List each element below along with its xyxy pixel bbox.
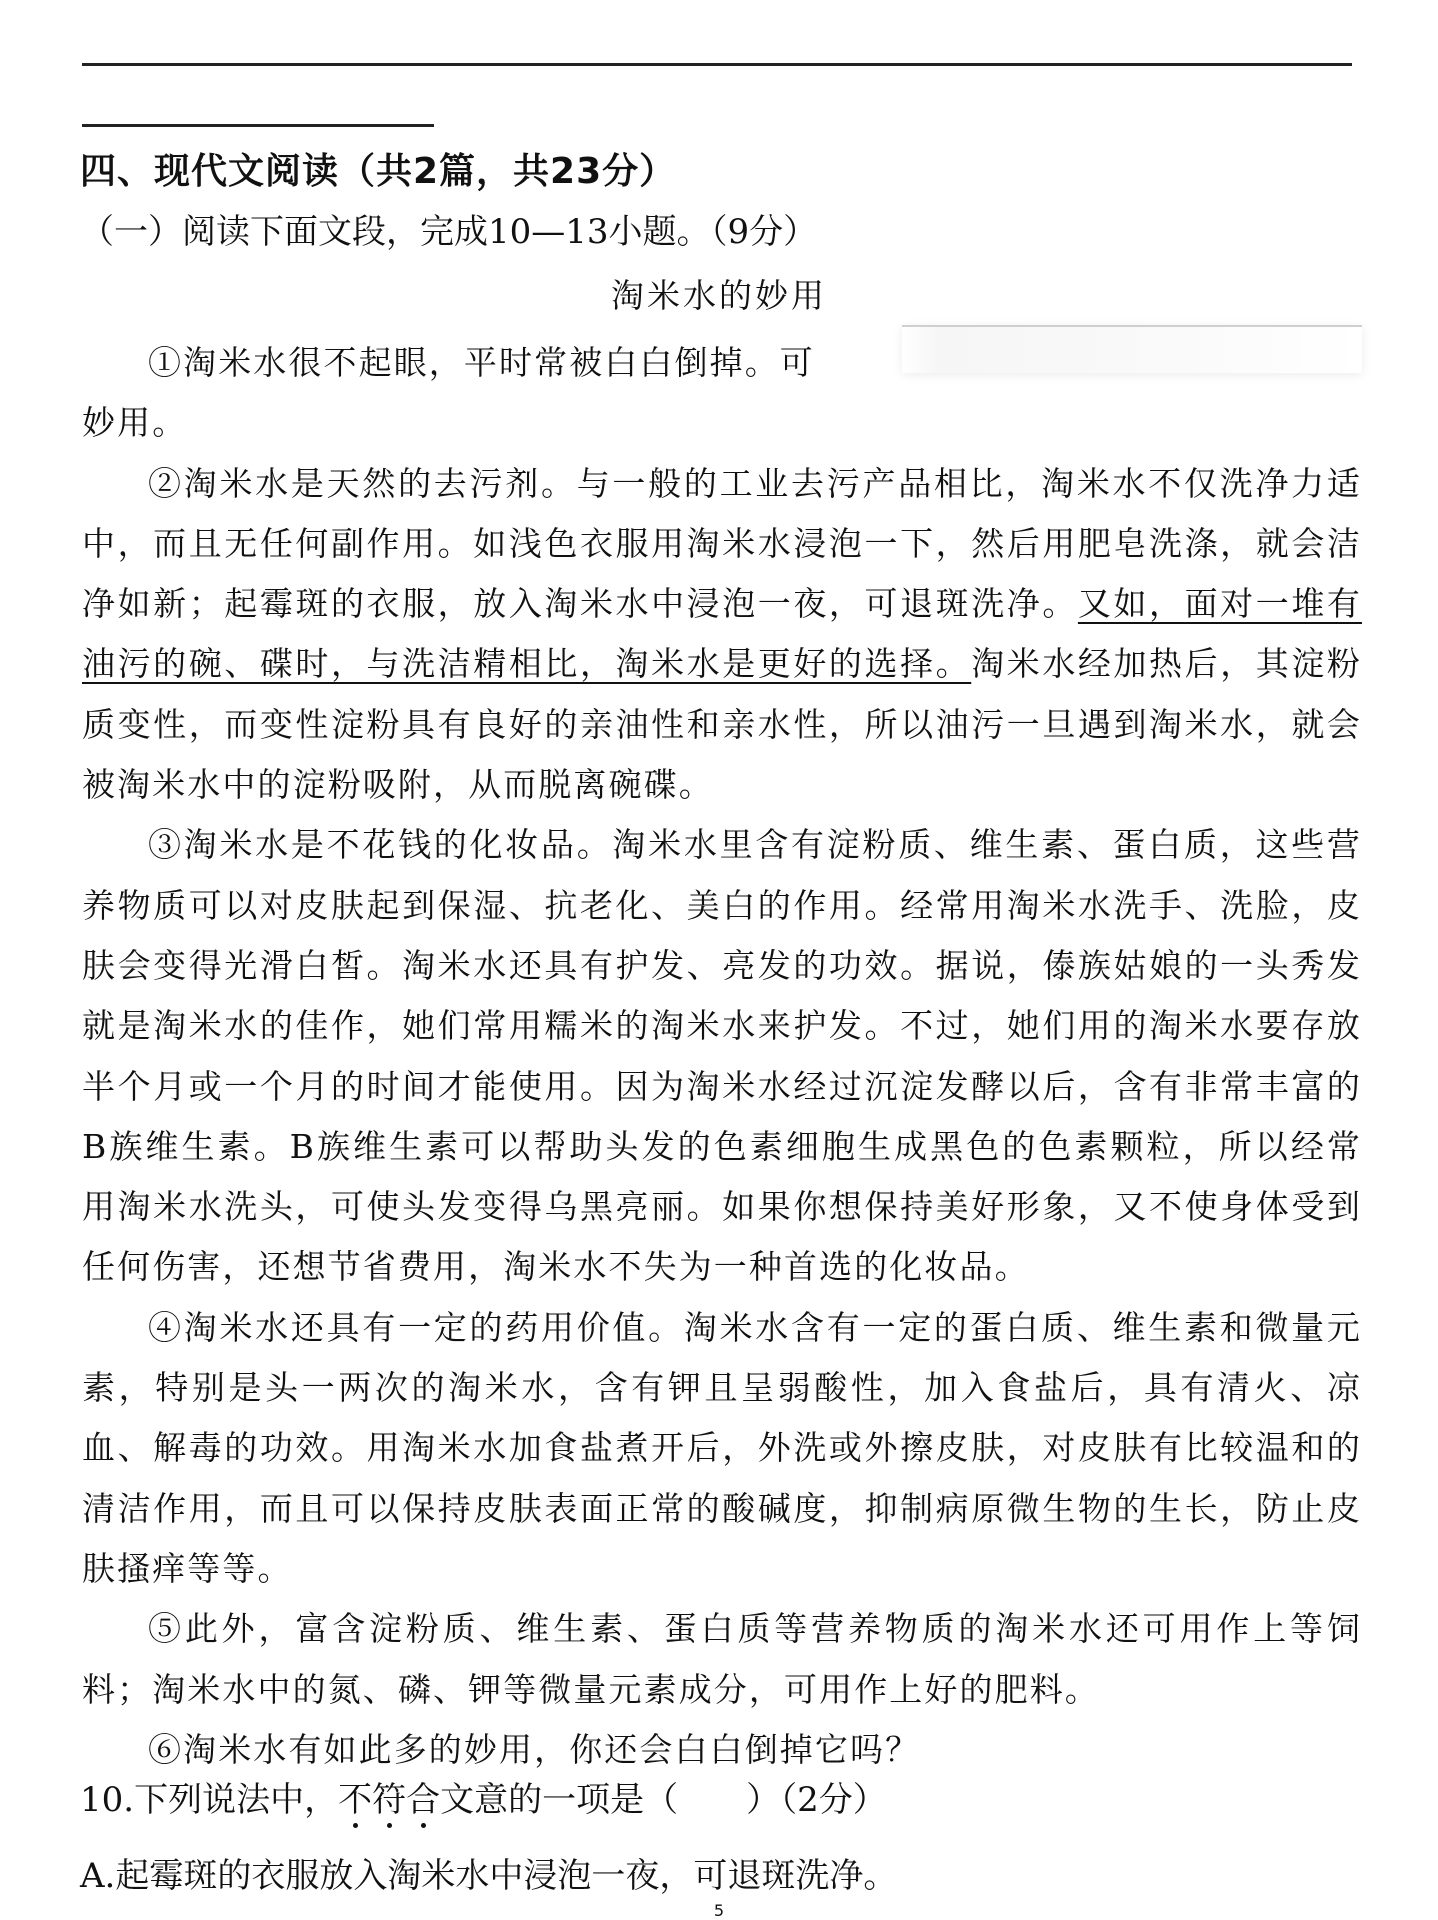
question-10 bbox=[80, 1776, 887, 1824]
paragraph-1-text: ①淘米水很不起眼，平时常被白白倒掉。可 bbox=[148, 343, 815, 382]
paragraph-1 bbox=[82, 333, 1362, 393]
answer-line-short bbox=[82, 124, 434, 127]
paragraph-2 bbox=[82, 454, 1362, 816]
paragraph-5: ⑤此外，富含淀粉质、维生素、蛋白质等营养物质的淘米水还可用作上等饲料；淘米水中的氮、磷、钾等微量元素成分，可用作上好的肥料。 bbox=[82, 1609, 1362, 1709]
answer-line bbox=[82, 63, 1352, 66]
question-10-prefix: 10.下列说法中， bbox=[80, 1780, 339, 1820]
underlined-sentence: 又如，面对一堆有油污的碗、碟时，与洗洁精相比，淘米水是更好的选择。 bbox=[82, 584, 1362, 684]
article-body bbox=[82, 333, 1362, 1780]
paragraph-1-tail: 妙用。 bbox=[82, 403, 188, 443]
reading-instruction: （一）阅读下面文段，完成10—13小题。（9分） bbox=[80, 212, 818, 252]
paragraph-2-text-b: 淘米水经加热后，其淀粉质变性，而变性淀粉具有良好的亲油性和亲水性，所以油污一旦遇到淘米水，就会被淘米水中的淀粉吸附，从而脱离碗碟。 bbox=[82, 644, 1363, 805]
article-title: 淘米水的妙用 bbox=[611, 276, 827, 315]
paragraph-2-text-a: ②淘米水是天然的去污剂。与一般的工业去污产品相比，淘米水不仅洗净力适中，而且无任何副作用。如浅色衣服用淘米水浸泡一下，然后用肥皂洗涤，就会洁净如新；起霉斑的衣服，放入淘米水中浸泡一夜，可退斑洗净。 bbox=[82, 463, 1362, 624]
page-number: 5 bbox=[713, 1901, 725, 1920]
emphasis-char: 合 bbox=[406, 1780, 441, 1820]
question-10-suffix: 文意的一项是（ ）（2分） bbox=[440, 1780, 887, 1820]
option-a: A.起霉斑的衣服放入淘米水中浸泡一夜，可退斑洗净。 bbox=[80, 1856, 898, 1896]
photo-glare bbox=[902, 325, 1362, 373]
emphasis-char: 不 bbox=[338, 1780, 373, 1820]
paragraph-3: ③淘米水是不花钱的化妆品。淘米水里含有淀粉质、维生素、蛋白质，这些营养物质可以对皮肤起到保湿、抗老化、美白的作用。经常用淘米水洗手、洗脸，皮肤会变得光滑白皙。淘米水还具有护发、亮发的功效。据说，傣族姑娘的一头秀发就是淘米水的佳作，她们常用糯米的淘米水来护发。不过，她们用的淘米水要存放半个月或一个月的时间才能使用。因为淘米水经过沉淀发酵以后，含有非常丰富的B族维生素。B族维生素可以帮助头发的色素细胞生成黑色的色素颗粒，所以经常用淘米水洗头，可使头发变得乌黑亮丽。如果你想保持美好形象，又不使身体受到任何伤害，还想节省费用，淘米水不失为一种首选的化妆品。 bbox=[82, 825, 1362, 1287]
paragraph-6: ⑥淘米水有如此多的妙用，你还会白白倒掉它吗？ bbox=[148, 1729, 921, 1769]
paragraph-4: ④淘米水还具有一定的药用价值。淘米水含有一定的蛋白质、维生素和微量元素，特别是头一两次的淘米水，含有钾且呈弱酸性，加入食盐后，具有清火、凉血、解毒的功效。用淘米水加食盐煮开后，外洗或外擦皮肤，对皮肤有比较温和的清洁作用，而且可以保持皮肤表面正常的酸碱度，抑制病原微生物的生长，防止皮肤搔痒等等。 bbox=[82, 1307, 1362, 1588]
section-heading: 四、现代文阅读（共2篇，共23分） bbox=[80, 151, 677, 192]
emphasis-char: 符 bbox=[372, 1780, 407, 1820]
